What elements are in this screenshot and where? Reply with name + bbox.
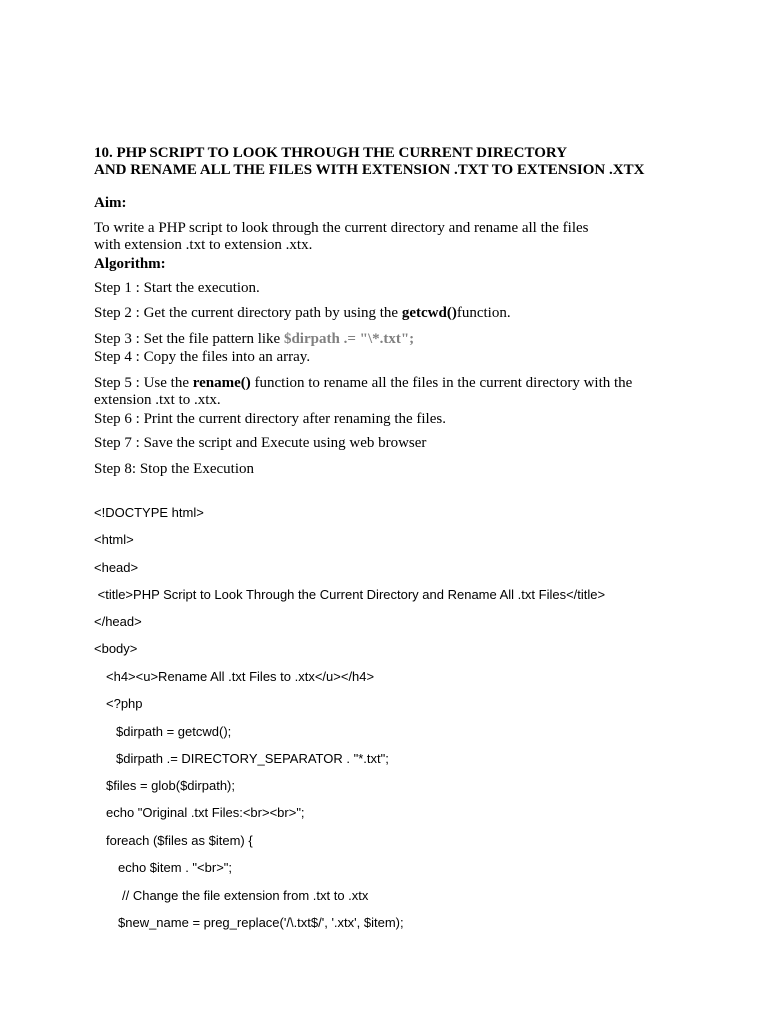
step-8: Step 8: Stop the Execution	[94, 461, 254, 477]
step-5-function: rename()	[192, 375, 251, 391]
code-line: echo $item . "<br>";	[118, 860, 233, 875]
step-5-text: Step 5 : Use the	[94, 375, 193, 391]
algorithm-heading: Algorithm:	[94, 256, 166, 272]
step-2-text: Step 2 : Get the current directory path by using the	[94, 305, 402, 321]
code-line: foreach ($files as $item) {	[106, 833, 253, 848]
step-2	[94, 305, 674, 322]
code-line: $files = glob($dirpath);	[106, 778, 235, 793]
code-line: $dirpath = getcwd();	[116, 724, 232, 739]
code-line: echo "Original .txt Files:<br><br>";	[106, 805, 305, 820]
step-5	[94, 375, 674, 409]
step-3-text: Step 3 : Set the file pattern like	[94, 331, 284, 347]
step-5-suffix: function to rename all the files in the current directory with the	[250, 375, 633, 391]
step-3	[94, 331, 674, 348]
code-line: // Change the file extension from .txt to .xtx	[122, 888, 369, 903]
code-line: <body>	[94, 641, 138, 656]
step-2-function: getcwd()	[401, 305, 457, 321]
page-title	[94, 145, 734, 179]
code-line: <title>PHP Script to Look Through the Current Directory and Rename All .txt Files</title>	[94, 587, 606, 602]
step-6: Step 6 : Print the current directory after renaming the files.	[94, 411, 446, 427]
title-line-1: 10. PHP SCRIPT TO LOOK THROUGH THE CURRENT DIRECTORY	[94, 145, 568, 161]
code-line: $dirpath .= DIRECTORY_SEPARATOR . "*.txt";	[116, 751, 389, 766]
code-line: <!DOCTYPE html>	[94, 505, 204, 520]
aim-line-2: with extension .txt to extension .xtx.	[94, 237, 313, 253]
step-2-suffix: function.	[456, 305, 511, 321]
step-7: Step 7 : Save the script and Execute using web browser	[94, 435, 427, 451]
step-1: Step 1 : Start the execution.	[94, 280, 260, 296]
aim-heading: Aim:	[94, 195, 127, 211]
step-5-line-2: extension .txt to .xtx.	[94, 392, 221, 408]
step-5-line-1	[94, 375, 674, 392]
code-line: <head>	[94, 560, 139, 575]
code-line: <?php	[106, 696, 143, 711]
step-3-code: $dirpath .= "\*.txt";	[283, 331, 415, 347]
aim-line-1: To write a PHP script to look through the current directory and rename all the files	[94, 220, 589, 236]
step-4: Step 4 : Copy the files into an array.	[94, 349, 311, 365]
aim-text	[94, 220, 654, 254]
code-line: <html>	[94, 532, 134, 547]
code-line: $new_name = preg_replace('/\.txt$/', '.xtx', $item);	[118, 915, 404, 930]
code-line: </head>	[94, 614, 142, 629]
title-line-2: AND RENAME ALL THE FILES WITH EXTENSION .TXT TO EXTENSION .XTX	[94, 162, 645, 178]
code-line: <h4><u>Rename All .txt Files to .xtx</u></h4>	[106, 669, 375, 684]
